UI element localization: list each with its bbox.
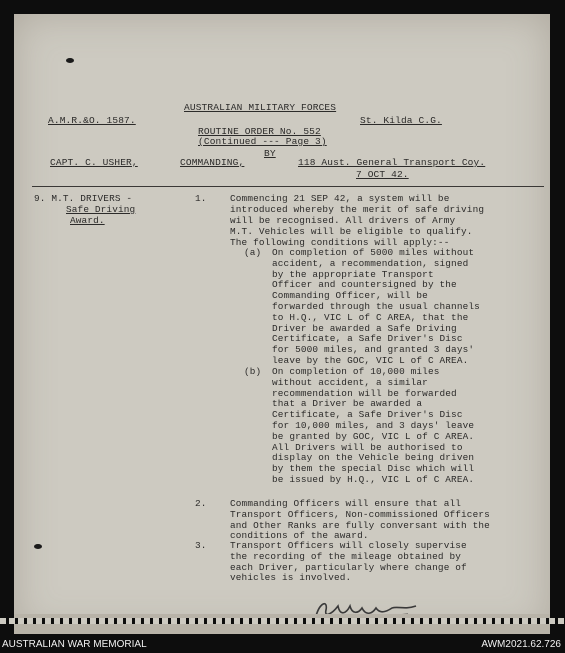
text-line: Officer and countersigned by the xyxy=(272,279,457,291)
archive-reference: AWM2021.62.726 xyxy=(481,639,561,650)
order-title: ROUTINE ORDER No. 552 xyxy=(198,126,321,137)
reference-number: A.M.R.&O. 1587. xyxy=(48,115,136,126)
unit-name: 118 Aust. General Transport Coy. xyxy=(298,157,486,168)
text-line: Certificate, a Safe Driver's Disc xyxy=(272,409,463,421)
text-line: Commanding Officer, will be xyxy=(272,290,428,302)
text-line: All Drivers will be authorised to xyxy=(272,441,463,453)
text-line: by the appropriate Transport xyxy=(272,268,434,280)
by-label: BY xyxy=(264,148,276,159)
text-line: M.T. Vehicles will be eligible to qualify. xyxy=(230,226,473,237)
text-line: Commanding Officers will ensure that all xyxy=(230,498,462,509)
paragraph-number: 1. xyxy=(195,193,207,204)
commanding-label: COMMANDING, xyxy=(180,157,245,168)
text-line: that a Driver be awarded a xyxy=(272,398,423,410)
paragraph-number: 2. xyxy=(195,498,207,509)
document-page xyxy=(14,14,550,634)
text-line: will be recognised. All drivers of Army xyxy=(230,215,456,226)
text-line: to H.Q., VIC L of C AREA, that the xyxy=(272,311,469,323)
officer-name: CAPT. C. USHER, xyxy=(50,157,138,168)
text-line: forwarded through the usual channels xyxy=(272,301,480,312)
text-line: be issued by H.Q., VIC L of C AREA. xyxy=(272,474,475,485)
text-line: display on the Vehicle being driven xyxy=(272,452,475,464)
text-line: without accident, a similar xyxy=(272,376,428,388)
text-line: and Other Ranks are fully conversant with the xyxy=(230,519,490,531)
text-line: Transport Officers, Non-commissioned Officers xyxy=(230,508,490,520)
paragraph-number: 3. xyxy=(195,540,207,551)
text-line: accident, a recommendation, signed xyxy=(272,257,469,269)
side-heading-line: Safe Driving xyxy=(66,204,136,215)
text-line: be granted by GOC, VIC L of C AREA. xyxy=(272,430,475,442)
subparagraph-label: (a) xyxy=(244,247,262,258)
location: St. Kilda C.G. xyxy=(360,115,442,126)
text-line: recommendation will be forwarded xyxy=(272,387,457,399)
order-date: 7 OCT 42. xyxy=(356,169,409,180)
text-line: conditions of the award. xyxy=(230,530,369,542)
side-heading-line: Award. xyxy=(70,215,105,226)
text-line: by them the special Disc which will xyxy=(272,463,475,475)
text-line: for 5000 miles, and granted 3 days' xyxy=(272,344,475,356)
torn-bottom-edge xyxy=(14,614,550,634)
org-heading: AUSTRALIAN MILITARY FORCES xyxy=(184,102,337,113)
text-line: each Driver, particularly where change of xyxy=(230,561,467,573)
text-line: Certificate, a Safe Driver's Disc xyxy=(272,333,463,345)
text-line: Driver be awarded a Safe Driving xyxy=(272,322,457,334)
punch-hole xyxy=(34,544,42,549)
text-line: Transport Officers will closely supervise xyxy=(230,540,467,551)
text-line: leave by the GOC, VIC L of C AREA. xyxy=(272,355,469,366)
text-line: the recording of the mileage obtained by xyxy=(230,550,462,562)
text-line: introduced whereby the merit of safe driving xyxy=(230,204,485,215)
punch-hole xyxy=(66,58,74,63)
side-heading-line: 9. M.T. DRIVERS - xyxy=(34,193,133,204)
header-rule xyxy=(32,186,544,187)
text-line: On completion of 5000 miles without xyxy=(272,247,475,258)
text-line: for 10,000 miles, and 3 days' leave xyxy=(272,420,475,431)
text-line: On completion of 10,000 miles xyxy=(272,366,440,377)
subparagraph-label: (b) xyxy=(244,366,262,377)
archive-caption: AUSTRALIAN WAR MEMORIAL xyxy=(2,639,147,650)
torn-edge xyxy=(0,618,565,624)
text-line: The following conditions will apply:-- xyxy=(230,237,450,248)
text-line: Commencing 21 SEP 42, a system will be xyxy=(230,193,450,204)
text-line: vehicles is involved. xyxy=(230,572,352,584)
continued-note: (Continued --- Page 3) xyxy=(198,136,327,147)
